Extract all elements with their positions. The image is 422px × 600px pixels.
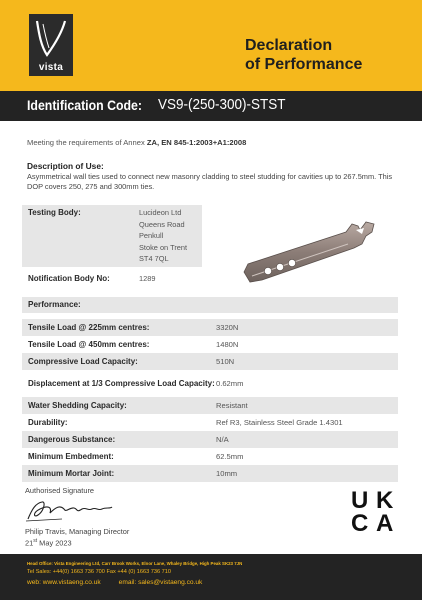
- performance-value: 10mm: [216, 469, 238, 478]
- ukca-letter: A: [376, 510, 394, 537]
- title-line-2: of Performance: [245, 56, 363, 73]
- table-row: [22, 431, 398, 448]
- address-line: Queens Road: [139, 219, 185, 229]
- ukca-mark: [350, 487, 400, 537]
- table-row: [22, 370, 398, 397]
- requirements-statement: [27, 138, 246, 147]
- testing-body-table: [22, 205, 202, 286]
- date-rest: May 2023: [37, 538, 72, 548]
- title-line-1: Declaration: [245, 37, 333, 54]
- date-suffix: st: [33, 538, 38, 544]
- identification-label: Identification Code:: [27, 97, 142, 113]
- ukca-letter: K: [376, 487, 394, 514]
- footer: [0, 554, 422, 600]
- document-title: [245, 36, 362, 74]
- performance-label: Minimum Mortar Joint:: [28, 468, 115, 478]
- wall-tie-image: [238, 220, 388, 290]
- handwritten-signature: [22, 497, 132, 525]
- testing-body-address: [139, 207, 187, 265]
- performance-label: Compressive Load Capacity:: [28, 356, 138, 366]
- date-day: 21: [25, 538, 34, 548]
- address-line: Lucideon Ltd: [139, 208, 182, 217]
- table-row: [22, 465, 398, 482]
- performance-value: 62.5mm: [216, 452, 244, 461]
- testing-body-label: Testing Body:: [28, 208, 81, 217]
- performance-label: Dangerous Substance:: [28, 434, 116, 444]
- address-line: Stoke on Trent: [139, 242, 188, 252]
- notification-body-label: Notification Body No:: [28, 273, 110, 283]
- testing-body-row: [22, 205, 202, 267]
- performance-heading: Performance:: [22, 297, 398, 313]
- performance-value: 510N: [216, 357, 235, 366]
- table-row: [22, 397, 398, 414]
- footer-email-link[interactable]: email: sales@vistaeng.co.uk: [118, 579, 203, 586]
- signature-date: [25, 538, 72, 547]
- table-row: [22, 448, 398, 465]
- identification-bar: [0, 91, 422, 121]
- notification-body-number: 1289: [139, 273, 156, 283]
- performance-label: Durability:: [28, 417, 68, 427]
- requirements-standard: ZA, EN 845-1:2003+A1:2008: [146, 138, 247, 147]
- ukca-letter: C: [351, 510, 369, 537]
- signatory-name: Philip Travis, Managing Director: [25, 527, 130, 536]
- performance-label: Minimum Embedment:: [28, 451, 114, 461]
- performance-label: Water Shedding Capacity:: [28, 400, 127, 410]
- performance-label: Tensile Load @ 450mm centres:: [28, 339, 150, 349]
- performance-value: 0.62mm: [216, 379, 244, 388]
- logo-shield-icon: [29, 14, 73, 64]
- table-row: [22, 336, 398, 353]
- table-row: [22, 414, 398, 431]
- performance-value: Ref R3, Stainless Steel Grade 1.4301: [216, 418, 343, 427]
- logo-text: vista: [38, 62, 64, 73]
- address-line: ST4 7QL: [139, 254, 169, 263]
- authorised-signature-label: Authorised Signature: [25, 486, 95, 495]
- ukca-letter: U: [351, 487, 369, 514]
- table-row: [22, 319, 398, 336]
- performance-label: Displacement at 1/3 Compressive Load Capacity:: [28, 378, 215, 388]
- notification-body-row: [22, 267, 202, 287]
- requirements-prefix: Meeting the requirements of Annex: [27, 138, 147, 147]
- performance-value: Resistant: [216, 401, 248, 410]
- description-text: Asymmetrical wall ties used to connect new masonry cladding to steel studding for cavities up to 267.5mm. This DOP covers 250, 275 and 300mm ties.: [27, 172, 393, 192]
- performance-value: 3320N: [216, 323, 239, 332]
- header-banner: [0, 0, 422, 91]
- address-line: Penkull: [139, 231, 164, 240]
- performance-table: [22, 319, 398, 482]
- vista-logo: [29, 14, 73, 76]
- performance-value: N/A: [216, 435, 229, 444]
- performance-label: Tensile Load @ 225mm centres:: [28, 322, 150, 332]
- footer-web-link[interactable]: web: www.vistaeng.co.uk: [27, 579, 101, 586]
- table-row: [22, 353, 398, 370]
- footer-phones: Tel Sales: +44(0) 1663 736 700 Fax +44 (0) 1663 736 710: [27, 569, 171, 575]
- footer-contacts: [27, 579, 202, 586]
- identification-code: VS9-(250-300)-STST: [158, 96, 286, 113]
- performance-value: 1480N: [216, 340, 239, 349]
- description-title: Description of Use:: [27, 161, 104, 171]
- footer-head-office: Head Office: Vista Engineering Ltd, Carr Brook Works, Elnor Lane, Whaley Bridge, High Peak SK23 7JN: [27, 561, 243, 566]
